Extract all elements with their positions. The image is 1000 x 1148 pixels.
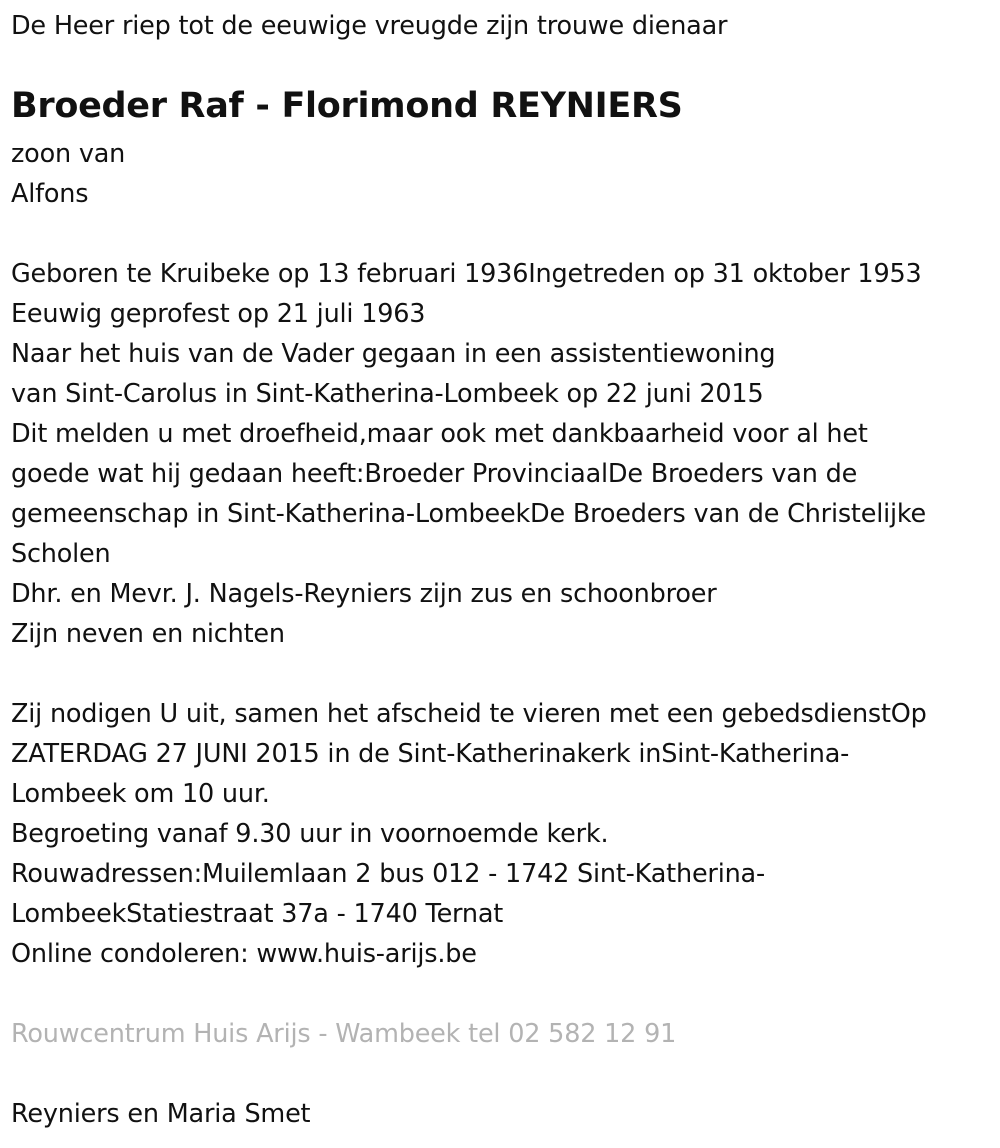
- bio-line: Dit melden u met droefheid,maar ook met dankbaarheid voor al het: [11, 419, 868, 449]
- condolence-line: Online condoleren: www.huis-arijs.be: [11, 939, 477, 969]
- family-signature: Reyniers en Maria Smet: [11, 1099, 311, 1129]
- bio-line: van Sint-Carolus in Sint-Katherina-Lombeek op 22 juni 2015: [11, 379, 764, 409]
- bio-line: Zijn neven en nichten: [11, 619, 285, 649]
- service-line: Zij nodigen U uit, samen het afscheid te vieren met een gebedsdienstOp: [11, 699, 927, 729]
- biography-section: [11, 254, 926, 654]
- service-line: Begroeting vanaf 9.30 uur in voornoemde kerk.: [11, 819, 609, 849]
- bio-line: Dhr. en Mevr. J. Nagels-Reyniers zijn zus en schoonbroer: [11, 579, 717, 609]
- bio-line: gemeenschap in Sint-Katherina-LombeekDe Broeders van de Christelijke: [11, 499, 927, 529]
- deceased-name: Broeder Raf - Florimond REYNIERS: [11, 86, 683, 126]
- bio-line: Naar het huis van de Vader gegaan in een assistentiewoning: [11, 339, 776, 369]
- service-line: Rouwadressen:Muilemlaan 2 bus 012 - 1742 Sint-Katherina-: [11, 859, 765, 889]
- bio-line: Geboren te Kruibeke op 13 februari 1936Ingetreden op 31 oktober 1953: [11, 259, 922, 289]
- service-line: ZATERDAG 27 JUNI 2015 in de Sint-Katherinakerk inSint-Katherina-: [11, 739, 850, 769]
- service-section: [11, 694, 927, 974]
- funeral-home-info: Rouwcentrum Huis Arijs - Wambeek tel 02 582 12 91: [11, 1019, 677, 1049]
- parent-line: Alfons: [11, 179, 89, 209]
- intro-text: De Heer riep tot de eeuwige vreugde zijn trouwe dienaar: [11, 11, 728, 41]
- service-line: LombeekStatiestraat 37a - 1740 Ternat: [11, 899, 504, 929]
- bio-line: Eeuwig geprofest op 21 juli 1963: [11, 299, 426, 329]
- parent-line: zoon van: [11, 139, 126, 169]
- service-line: Lombeek om 10 uur.: [11, 779, 270, 809]
- bio-line: goede wat hij gedaan heeft:Broeder ProvinciaalDe Broeders van de: [11, 459, 858, 489]
- bio-line: Scholen: [11, 539, 111, 569]
- parent-section: [11, 134, 125, 214]
